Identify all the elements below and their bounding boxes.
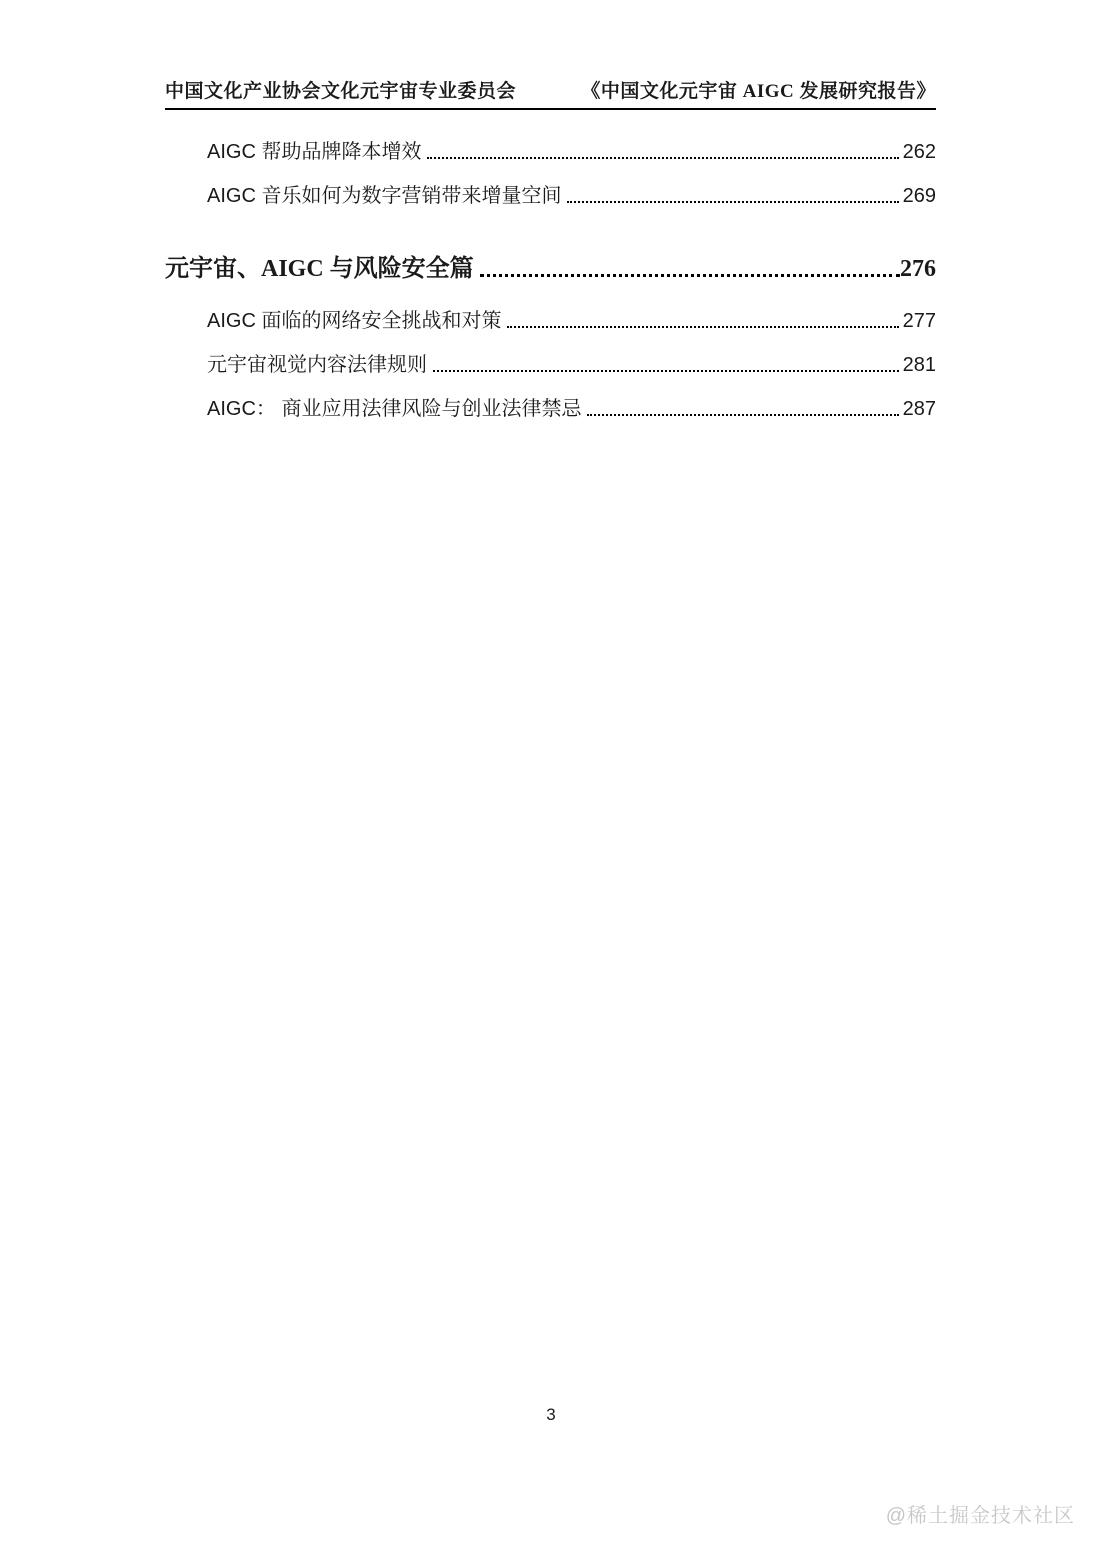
- watermark: @稀土掘金技术社区: [885, 1505, 1075, 1527]
- toc-entry[interactable]: [207, 310, 936, 333]
- header-right-text: 《中国文化元宇宙 AIGC 发展研究报告》: [581, 81, 936, 102]
- dot-leader: [480, 274, 900, 277]
- toc-entry-label: AIGC： 商业应用法律风险与创业法律禁忌: [207, 398, 582, 420]
- toc-entry-label: AIGC 音乐如何为数字营销带来增量空间: [207, 185, 562, 207]
- toc-entry[interactable]: [165, 255, 936, 283]
- toc-entry-page: 277: [902, 310, 936, 332]
- dot-leader: [507, 326, 898, 328]
- toc-entry-page: 269: [902, 185, 936, 207]
- table-of-contents: [165, 141, 936, 442]
- page-header: [165, 76, 936, 110]
- toc-entry-page: 281: [902, 354, 936, 376]
- toc-entry-page: 287: [902, 398, 936, 420]
- dot-leader: [433, 370, 899, 372]
- page-number: 3: [546, 1405, 556, 1424]
- toc-entry[interactable]: [207, 354, 936, 377]
- toc-entry-label: AIGC 面临的网络安全挑战和对策: [207, 310, 502, 332]
- toc-entry-page: 276: [900, 256, 936, 282]
- dot-leader: [567, 201, 898, 203]
- toc-entry-label: 元宇宙、AIGC 与风险安全篇: [165, 256, 474, 282]
- dot-leader: [587, 414, 898, 416]
- toc-entry-page: 262: [902, 141, 936, 163]
- toc-entry[interactable]: [207, 398, 936, 421]
- toc-entry-label: 元宇宙视觉内容法律规则: [207, 354, 427, 376]
- toc-entry[interactable]: [207, 185, 936, 208]
- dot-leader: [427, 157, 898, 159]
- toc-entry[interactable]: [207, 141, 936, 164]
- header-left-text: 中国文化产业协会文化元宇宙专业委员会: [165, 81, 517, 102]
- toc-entry-label: AIGC 帮助品牌降本增效: [207, 141, 422, 163]
